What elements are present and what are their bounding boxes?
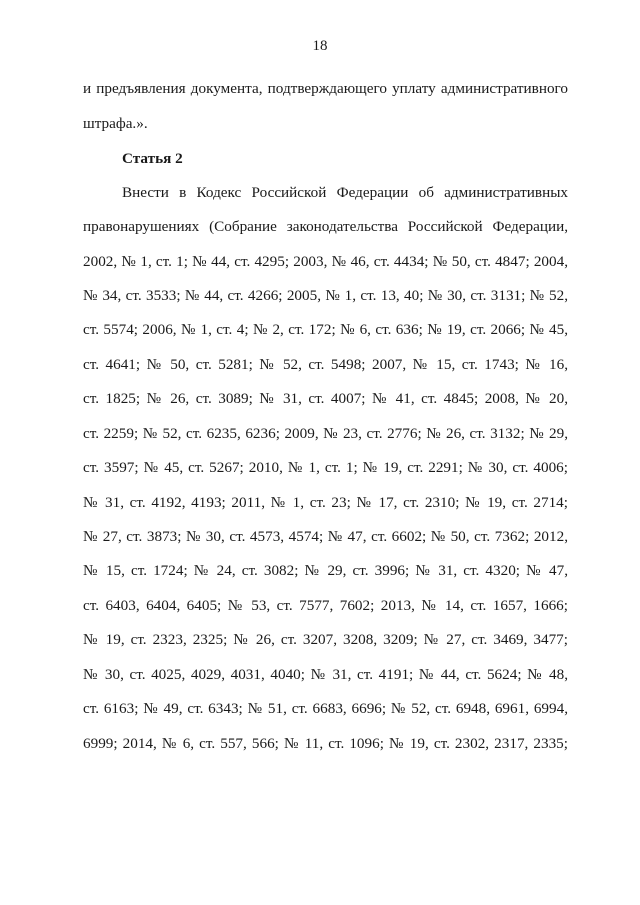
text-line: ст. 5574; 2006, № 1, ст. 4; № 2, ст. 172; № 6, ст. 636; № 19, ст. 2066; № 45, [83,321,568,338]
text-line: штрафа.». [83,115,148,132]
text-line: ст. 1825; № 26, ст. 3089; № 31, ст. 4007; № 41, ст. 4845; 2008, № 20, [83,390,568,407]
text-line: ст. 2259; № 52, ст. 6235, 6236; 2009, № 23, ст. 2776; № 26, ст. 3132; № 29, [83,425,568,442]
text-line: и предъявления документа, подтверждающего уплату административного [83,80,568,97]
text-line: № 19, ст. 2323, 2325; № 26, ст. 3207, 3208, 3209; № 27, ст. 3469, 3477; [83,631,568,648]
article-heading: Статья 2 [122,150,183,167]
page-number: 18 [312,38,328,54]
text-line: ст. 4641; № 50, ст. 5281; № 52, ст. 5498; 2007, № 15, ст. 1743; № 16, [83,356,568,373]
text-line: 6999; 2014, № 6, ст. 557, 566; № 11, ст. 1096; № 19, ст. 2302, 2317, 2335; [83,735,568,752]
text-line: Внести в Кодекс Российской Федерации об административных [122,184,568,201]
text-line: № 31, ст. 4192, 4193; 2011, № 1, ст. 23; № 17, ст. 2310; № 19, ст. 2714; [83,494,568,511]
text-line: ст. 6403, 6404, 6405; № 53, ст. 7577, 7602; 2013, № 14, ст. 1657, 1666; [83,597,568,614]
text-line: № 34, ст. 3533; № 44, ст. 4266; 2005, № 1, ст. 13, 40; № 30, ст. 3131; № 52, [83,287,568,304]
text-line: 2002, № 1, ст. 1; № 44, ст. 4295; 2003, № 46, ст. 4434; № 50, ст. 4847; 2004, [83,253,568,270]
text-line: № 15, ст. 1724; № 24, ст. 3082; № 29, ст. 3996; № 31, ст. 4320; № 47, [83,562,568,579]
text-line: № 30, ст. 4025, 4029, 4031, 4040; № 31, ст. 4191; № 44, ст. 5624; № 48, [83,666,568,683]
text-line: № 27, ст. 3873; № 30, ст. 4573, 4574; № 47, ст. 6602; № 50, ст. 7362; 2012, [83,528,568,545]
text-line: ст. 3597; № 45, ст. 5267; 2010, № 1, ст. 1; № 19, ст. 2291; № 30, ст. 4006; [83,459,568,476]
text-line: ст. 6163; № 49, ст. 6343; № 51, ст. 6683, 6696; № 52, ст. 6948, 6961, 6994, [83,700,568,717]
text-line: правонарушениях (Собрание законодательства Российской Федерации, [83,218,568,235]
